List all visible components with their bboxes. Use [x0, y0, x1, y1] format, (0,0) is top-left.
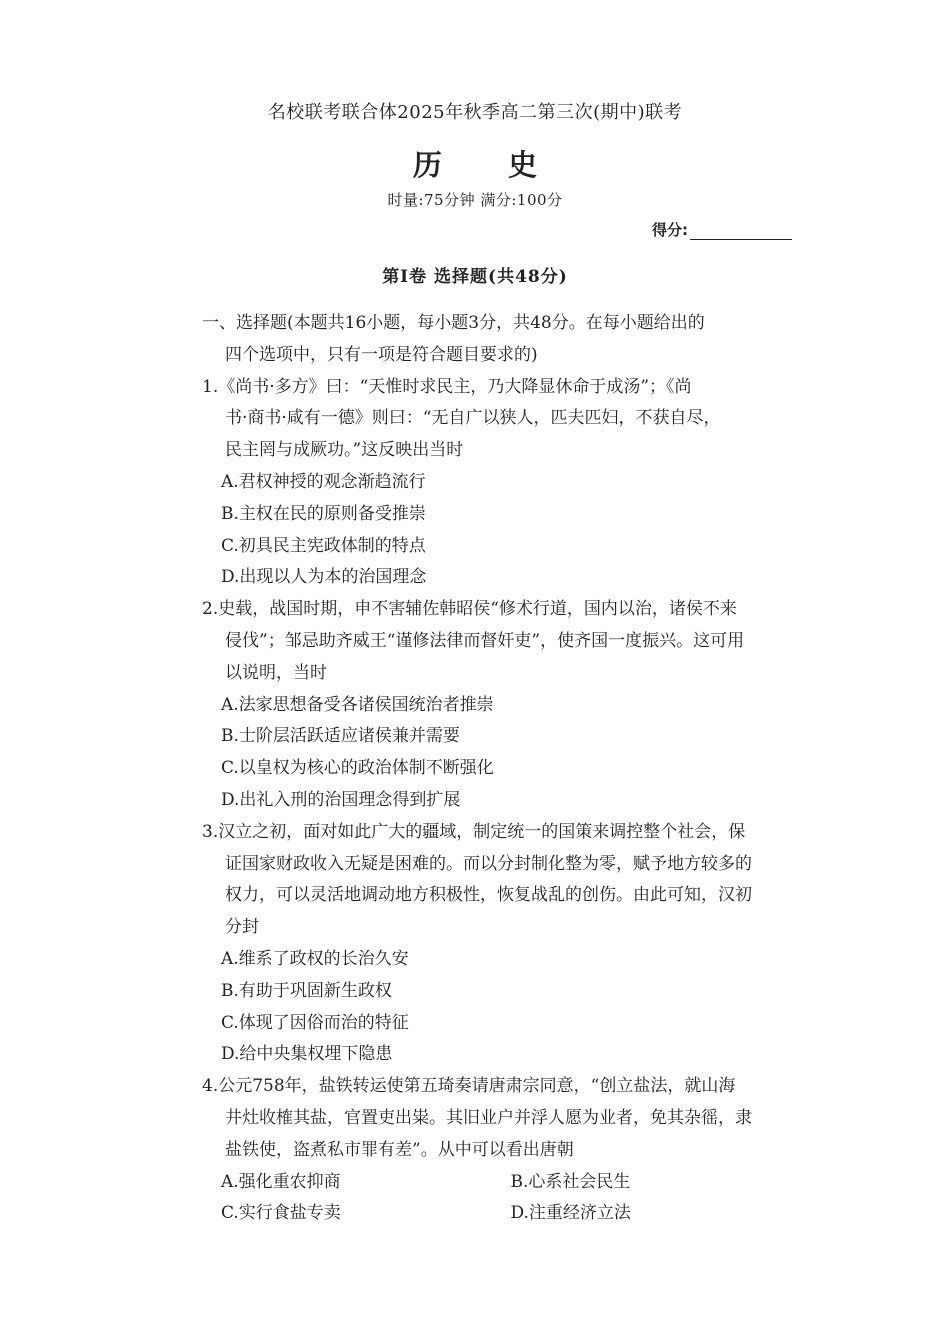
question-1-option-a: A.君权神授的观念渐趋流行 — [221, 471, 426, 492]
question-2-line: 2.史载，战国时期，申不害辅佐韩昭侯“修术行道，国内以治，诸侯不来 — [202, 599, 737, 620]
score-field — [652, 219, 792, 240]
question-3-line: 证国家财政收入无疑是困难的。而以分封制化整为零，赋予地方较多的 — [225, 853, 752, 874]
time-info: 时量:75分钟 满分:100分 — [387, 191, 563, 209]
subject-title — [0, 143, 950, 184]
question-4-option-d: D.注重经济立法 — [510, 1203, 631, 1224]
question-3-line: 分封 — [225, 917, 259, 938]
question-4-option-b: B.心系社会民生 — [510, 1171, 631, 1192]
question-3-option-d: D.给中央集权埋下隐患 — [221, 1044, 393, 1065]
subject-char-1: 历 — [412, 148, 442, 182]
question-3-line: 3.汉立之初，面对如此广大的疆域，制定统一的国策来调控整个社会，保 — [202, 821, 746, 842]
question-2-option-c: C.以皇权为核心的政治体制不断强化 — [221, 758, 494, 779]
subject-char-2: 史 — [508, 148, 538, 182]
question-3-option-a: A.维系了政权的长治久安 — [221, 948, 409, 969]
score-label: 得分: — [652, 221, 688, 239]
question-3-option-b: B.有助于巩固新生政权 — [221, 980, 392, 1001]
question-1-option-b: B.主权在民的原则备受推崇 — [221, 503, 426, 524]
question-2-line: 侵伐”；邹忌助齐威王“谨修法律而督奸吏”，使齐国一度振兴。这可用 — [225, 630, 745, 651]
question-2-option-a: A.法家思想备受各诸侯国统治者推崇 — [221, 694, 494, 715]
question-2-line: 以说明，当时 — [225, 662, 327, 683]
questions-content — [202, 308, 800, 1230]
question-1-option-d: D.出现以人为本的治国理念 — [221, 567, 427, 588]
question-4-line: 4.公元758年，盐铁转运使第五琦奏请唐肃宗同意，“创立盐法，就山海 — [202, 1076, 736, 1097]
question-1-line: 书·商书·咸有一德》则曰：“无自广以狭人，匹夫匹妇，不获自尽， — [225, 408, 721, 429]
question-4-option-c: C.实行食盐专卖 — [221, 1203, 341, 1224]
question-1-line: 1.《尚书·多方》曰：“天惟时求民主，乃大降显休命于成汤”；《尚 — [202, 376, 692, 397]
instruction-line: 四个选项中，只有一项是符合题目要求的) — [225, 344, 538, 365]
question-3-line: 权力，可以灵活地调动地方积极性，恢复战乱的创伤。由此可知，汉初 — [225, 885, 752, 906]
question-4-option-a: A.强化重农抑商 — [221, 1171, 341, 1192]
question-4-options-row — [202, 1198, 800, 1230]
question-4-line: 井灶收榷其盐，官置吏出粜。其旧业户并浮人愿为业者，免其杂徭，隶 — [225, 1107, 752, 1128]
question-2-option-d: D.出礼入刑的治国理念得到扩展 — [221, 789, 461, 810]
question-1-option-c: C.初具民主宪政体制的特点 — [221, 535, 426, 556]
question-4-options-row — [202, 1167, 800, 1199]
section-title: 第Ⅰ卷 选择题(共48分) — [382, 267, 568, 287]
question-2-option-b: B.士阶层活跃适应诸侯兼并需要 — [221, 726, 460, 747]
score-blank — [690, 225, 792, 240]
exam-title: 名校联考联合体2025年秋季高二第三次(期中)联考 — [267, 102, 683, 123]
question-1-line: 民主罔与成厥功。”这反映出当时 — [225, 440, 464, 461]
question-3-option-c: C.体现了因俗而治的特征 — [221, 1012, 409, 1033]
question-4-line: 盐铁使，盗煮私市罪有差”。从中可以看出唐朝 — [225, 1139, 574, 1160]
instruction-line: 一、选择题(本题共16小题，每小题3分，共48分。在每小题给出的 — [202, 313, 705, 333]
